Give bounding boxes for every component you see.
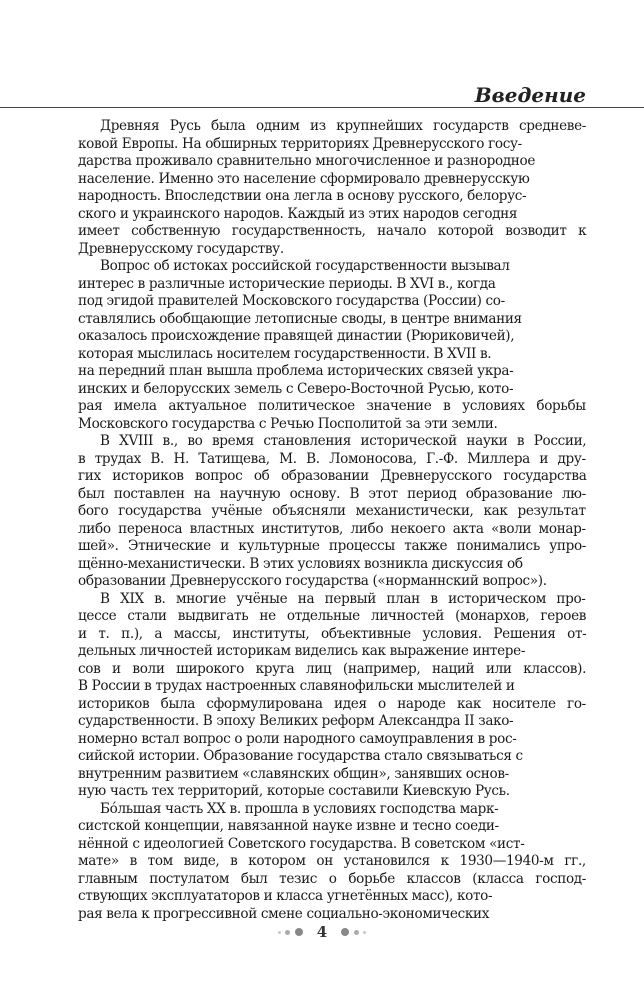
header-rule [0,107,644,108]
text-line: главным постулатом был тезис о борьбе классов (класса господ- [78,870,587,887]
text-line: под эгидой правителей Московского государства (России) со- [78,293,505,309]
text-line: образовании Древнерусского государства («норманнский вопрос»). [78,573,547,589]
text-line: мате» в том виде, в котором он установился к 1930—1940-м гг., [78,853,586,869]
text-line: интерес в различные исторические периоды. В XVI в., когда [78,275,496,292]
text-line: Бóльшая часть XX в. прошла в условиях господства марк- [100,800,499,817]
page-footer [0,922,644,941]
text-line: В России в трудах настроенных славянофильски мыслителей и [78,678,515,694]
text-line: был поставлен на научную основу. В этот период образование лю- [78,485,586,502]
text-line: инских и белорусских земель с Северо-Восточной Русью, кото- [78,380,514,397]
text-line: щённо-механистически. В этих условиях возникла дискуссия об [78,555,523,572]
text-line: Вопрос об истоках российской государственности вызывал [100,258,510,274]
decorative-dot [363,931,366,934]
text-line: ского и украинского народов. Каждый из этих народов сегодня [78,205,518,222]
text-line: сов и воли широкого круга лиц (например, наций или классов). [78,660,587,677]
text-line: цессе стали выдвигать не отдельные личностей (монархов, героев [78,608,587,624]
text-line: внутренним развитием «славянских общин», занявших основ- [78,765,509,782]
decorative-dot [295,928,303,936]
page-number: 4 [316,923,328,941]
text-line: шей». Этнические и культурные процессы также понимались упро- [78,538,587,554]
decorative-dot [278,931,281,934]
text-line: ную часть тех территорий, которые составили Киевскую Русь. [78,783,510,799]
text-line: Древнерусскому государству. [78,240,284,257]
text-line: либо переноса властных институтов, либо некоего акта «воли монар- [78,520,586,537]
text-line: систской концепции, навязанной науке извне и тесно соеди- [78,818,499,834]
text-line: номерно встал вопрос о роли народного самоуправления в рос- [78,730,517,747]
text-line: гих историков вопрос об образовании Древнерусского государства [78,468,587,484]
text-line: историков была сформулирована идея о народе как носителе го- [78,695,586,712]
text-line: ставлялись обобщающие летописные своды, в центре внимания [78,310,522,327]
text-line: Московского государства с Речью Посполитой за эти земли. [78,415,498,432]
body-text [78,118,586,923]
text-line: сударственности. В эпоху Великих реформ Александра II зако- [78,713,514,729]
text-line: ковой Европы. На обширных территориях Древнерусского госу- [78,135,522,152]
text-line: нённой с идеологией Советского государства. В советском «ист- [78,835,525,852]
decorative-dot [285,930,290,935]
text-line: В XIX в. многие учёные на первый план в историческом про- [100,590,586,607]
text-line: оказалось происхождение правящей династии (Рюриковичей), [78,328,515,344]
text-line: рая вела к прогрессивной смене социально-экономических [78,905,490,922]
text-line: рая имела актуальное политическое значение в условиях борьбы [78,398,586,414]
text-line: народность. Впоследствии она легла в основу русского, белорус- [78,188,527,204]
text-line: дельных личностей историкам виделись как выражение интере- [78,643,526,659]
text-line: и т. п.), а массы, институты, объективные условия. Решения от- [78,625,587,642]
text-line: в трудах В. Н. Татищева, М. В. Ломоносова, Г.-Ф. Миллера и дру- [78,450,586,467]
text-line: имеет собственную государственность, начало которой возводит к [78,223,587,239]
text-line: дарства проживало сравнительно многочисленное и разнородное [78,153,536,169]
text-line: которая мыслилась носителем государственности. В XVII в. [78,345,492,362]
text-line: население. Именно это население сформировало древнерусскую [78,170,530,187]
text-line: Древняя Русь была одним из крупнейших государств средневе- [100,118,587,134]
text-line: на передний план вышла проблема исторических связей укра- [78,363,514,379]
text-line: ствующих эксплуататоров и класса угнетённых масс), кото- [78,888,493,904]
text-line: В XVIII в., во время становления исторической науки в России, [100,433,587,449]
decorative-dot [341,928,349,936]
decorative-dot [354,930,359,935]
text-line: сийской истории. Образование государства стало связываться с [78,748,523,764]
text-line: бого государства учёные объясняли механистически, как результат [78,503,586,519]
running-head-title: Введение [474,83,586,107]
